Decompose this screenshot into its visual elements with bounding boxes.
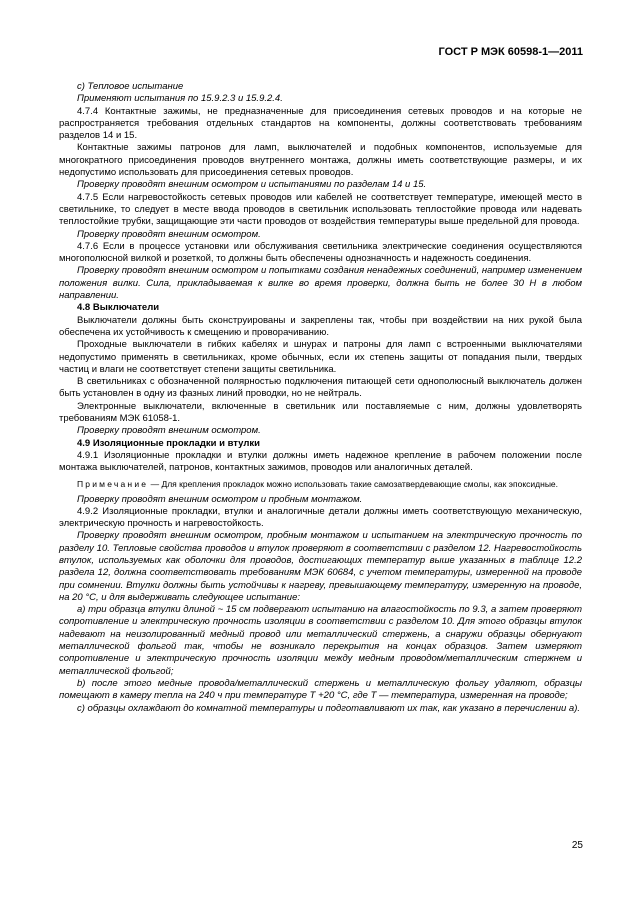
paragraph: Проверку проводят внешним осмотром. [77, 228, 261, 240]
list-item-c: c) образцы охлаждают до комнатной температуры и подготавливают их так, как указано в перечислении а). [77, 702, 580, 714]
paragraph: Электронные выключатели, включенные в светильник или поставляемые с ним, должны удовлетворять требованиям МЭК 61058-1. [59, 400, 582, 425]
note-text: — Для крепления прокладок можно использовать такие самозатвердевающие смолы, как эпоксидные. [150, 478, 559, 489]
paragraph-4-9-2: 4.9.2 Изоляционные прокладки, втулки и аналогичные детали должны иметь соответствующую механическую, электрическую прочность и нагревостойкость. [59, 505, 582, 530]
paragraph: Проверку проводят внешним осмотром и попытками создания ненадежных соединений, например изменением положения вилки. Сила, прикладываемая к вилке во время проверки, должна быть не более 30 Н в любом направлении. [59, 265, 582, 302]
paragraph: В светильниках с обозначенной полярностью подключения питающей сети однополюсный выключатель должен быть установлен в одну из фазных линий проводки, но не нейтраль. [59, 376, 582, 400]
paragraph: Проверку проводят внешним осмотром, пробным монтажом и испытанием на электрическую прочность по разделу 10. Тепловые свойства проводов и втулок проверяют в соответствии с разделом 12. Нагревостойкость втулок, используемых как оболочки для проводов, достигающих температур выше указанных в таблице 12.2 раздела 12, должна соответствовать требованиям МЭК 60684, с учетом температуры, измеренной на проводе при сомнении. Втулки должны быть устойчивы к нагреву, превышающему температуру, измеренную на проводе, на 20 °С, и для выдерживать следующее испытание: [59, 530, 582, 603]
list-item-a: а) три образца втулки длиной ~ 15 см подвергают испытанию на влагостойкость по 9.3, а затем проверяют сопротивление и электрическую прочность изоляции в соответствии с разделом 10. Для этого образцы втулок надевают на неизолированный медный провод или металлический стержень, а снаружи образцы обернуают металлической фольгой так, чтобы не возникало перекрытия на концах образцов. Затем измеряют сопротивление и электрическую прочность изоляции между медным проводом/металлическим стержнем и металлической фольгой; [59, 604, 582, 677]
paragraph-4-7-5: 4.7.5 Если нагревостойкость сетевых проводов или кабелей не соответствует температуре, имеющей место в светильнике, то следует в месте ввода проводов в светильник использовать теплостойкие провода или надевать теплостойкие трубки, защищающие эти части проводов от воздействия температуры выше предельной для провода. [59, 191, 582, 228]
paragraph: Проверку проводят внешним осмотром и испытаниями по разделам 14 и 15. [77, 179, 427, 191]
paragraph: c) Тепловое испытание [77, 81, 184, 92]
paragraph: Проходные выключатели в гибких кабелях и шнурах и патроны для ламп с встроенными выключателями недопустимо применять в светильниках, кроме обычных, если их степень защиты от попадания пыли, твердых частиц и влаги не соответствует степени защиты светильника. [59, 339, 582, 375]
paragraph: Проверку проводят внешним осмотром и пробным монтажом. [77, 493, 363, 505]
paragraph-4-7-4: 4.7.4 Контактные зажимы, не предназначенные для присоединения сетевых проводов и на которые не распространяется требования отдельных стандартов на компоненты, должны соответствовать требованиям разделов 14 и 15. [59, 105, 582, 142]
note-label: Примечание [77, 478, 149, 489]
paragraph: Применяют испытания по 15.9.2.3 и 15.9.2.4. [77, 93, 283, 105]
paragraph: Выключатели должны быть сконструированы и закреплены так, чтобы при воздействии на них рукой была обеспечена их устойчивость к смещению и проворачиванию. [59, 314, 582, 338]
paragraph: Проверку проводят внешним осмотром. [77, 425, 261, 437]
list-item-b: b) после этого медные провода/металлический стержень и металлическую фольгу удаляют, образцы помещают в камеру тепла на 240 ч при температуре Т +20 °С, где Т — температура, измеренная на проводе; [59, 677, 582, 702]
standard-header: ГОСТ Р МЭК 60598-1—2011 [438, 46, 583, 58]
paragraph: Контактные зажимы патронов для ламп, выключателей и подобных компонентов, используемые для многократного присоединения проводов внутреннего монтажа, должны иметь соответствующие размеры, и их недопустимо использовать для присоединения сетевых проводов. [59, 142, 582, 179]
paragraph-4-9-1: 4.9.1 Изоляционные прокладки и втулки должны иметь надежное крепление в рабочем положении после монтажа выключателей, патронов, контактных зажимов, проводов или аналогичных деталей. [59, 449, 582, 474]
note [59, 479, 582, 490]
page-number: 25 [571, 840, 583, 851]
document-body [59, 81, 582, 715]
section-heading-4-8: 4.8 Выключатели [77, 302, 160, 314]
paragraph-4-7-6: 4.7.6 Если в процессе установки или обслуживания светильника электрические соединения осуществляются многополюсной вилкой и розеткой, то должны быть обеспечены однозначность и надежность соединения. [59, 240, 582, 265]
section-heading-4-9: 4.9 Изоляционные прокладки и втулки [77, 437, 260, 449]
